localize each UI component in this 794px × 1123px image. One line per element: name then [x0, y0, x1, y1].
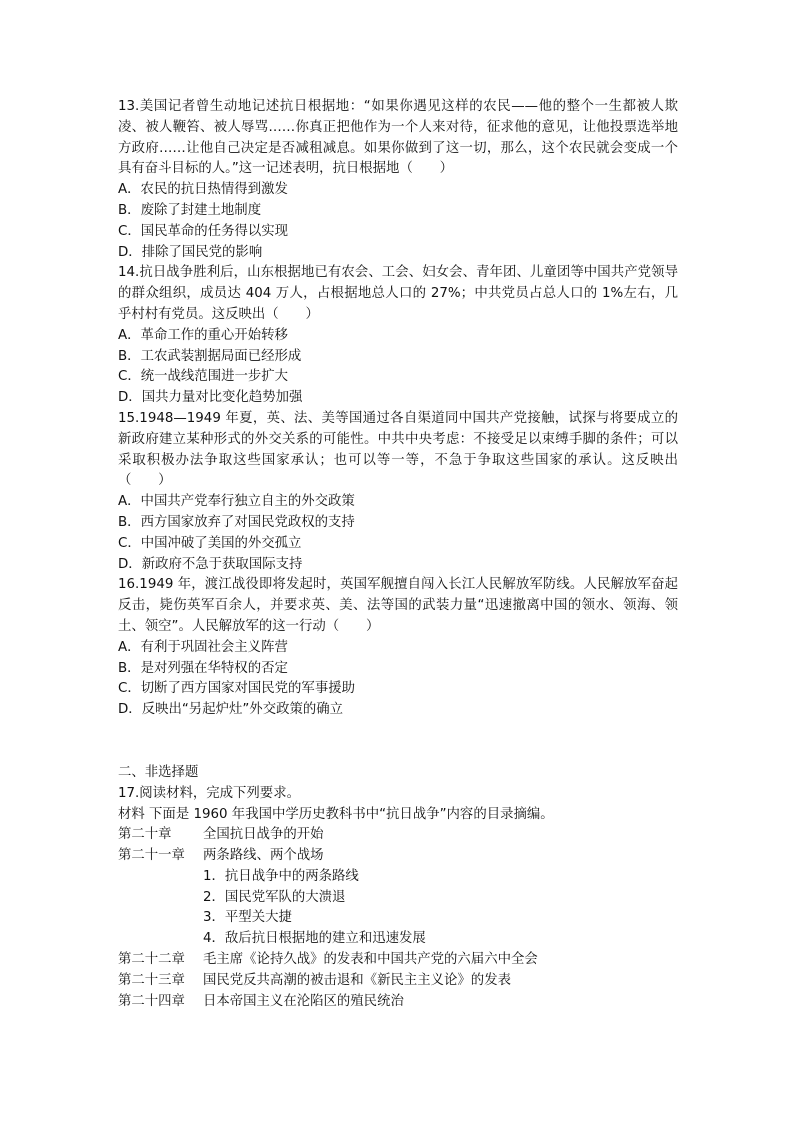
toc-row — [118, 992, 678, 1013]
option-a: A．有利于巩固社会主义阵营 — [118, 639, 288, 655]
option-d: D．新政府不急于获取国际支持 — [118, 556, 303, 572]
toc-row — [118, 971, 678, 992]
toc-chapter: 第二十二章 — [118, 952, 185, 968]
section-non-choice — [118, 763, 678, 1013]
toc-row — [118, 846, 678, 867]
option-d: D．排除了国民党的影响 — [118, 244, 263, 260]
toc-list — [118, 825, 678, 1012]
option-b: B．工农武装割据局面已经形成 — [118, 348, 302, 364]
toc-chapter: 第二十章 — [118, 827, 172, 843]
material-line: 材料 下面是 1960 年我国中学历史教科书中“抗日战争”内容的目录摘编。 — [118, 806, 554, 822]
toc-title: 两条路线、两个战场 — [203, 848, 324, 864]
section-spacer — [118, 721, 678, 763]
toc-subitem: 4．敌后抗日根据地的建立和迅速发展 — [203, 931, 426, 947]
option-b: B．废除了封建土地制度 — [118, 202, 262, 218]
option-a: A．农民的抗日热情得到激发 — [118, 182, 288, 198]
question-stem: 16.1949 年，渡江战役即将发起时，英国军舰擅自闯入长江人民解放军防线。人民解放军奋起反击，毙伤英军百余人，并要求英、美、法等国的武装力量“迅速撤离中国的领水、领海、领土、领空”。人民解放军的这一行动（ ） — [118, 577, 678, 634]
question-17-intro: 17.阅读材料，完成下列要求。 — [118, 785, 300, 801]
option-c: C．统一战线范围进一步扩大 — [118, 369, 289, 385]
question-15 — [118, 409, 678, 575]
option-d: D．反映出“另起炉灶”外交政策的确立 — [118, 702, 344, 718]
option-a: A．革命工作的重心开始转移 — [118, 327, 288, 343]
question-14 — [118, 263, 678, 409]
toc-chapter: 第二十一章 — [118, 848, 185, 864]
question-16 — [118, 575, 678, 721]
toc-subitem: 3．平型关大捷 — [203, 910, 292, 926]
toc-title: 日本帝国主义在沦陷区的殖民统治 — [203, 993, 404, 1009]
option-c: C．切断了西方国家对国民党的军事援助 — [118, 681, 355, 697]
question-stem: 14.抗日战争胜利后，山东根据地已有农会、工会、妇女会、青年团、儿童团等中国共产党领导的群众组织，成员达 404 万人，占根据地总人口的 27%；中共党员占总人口的 1%左右，几乎村村有党员。这反映出（ ） — [118, 265, 678, 322]
question-13 — [118, 97, 678, 263]
toc-subitem: 2．国民党军队的大溃退 — [203, 889, 346, 905]
question-stem: 15.1948—1949 年夏，英、法、美等国通过各自渠道同中国共产党接触，试探与将要成立的新政府建立某种形式的外交关系的可能性。中共中央考虑：不接受足以束缚手脚的条件；可以采取积极办法争取这些国家承认；也可以等一等，不急于争取这些国家的承认。这反映出（ ） — [118, 410, 678, 489]
toc-title: 全国抗日战争的开始 — [203, 827, 324, 843]
toc-subitem: 1．抗日战争中的两条路线 — [203, 868, 359, 884]
option-d: D．国共力量对比变化趋势加强 — [118, 390, 303, 406]
option-a: A．中国共产党奉行独立自主的外交政策 — [118, 494, 355, 510]
option-b: B．是对列强在华特权的否定 — [118, 660, 288, 676]
option-c: C．国民革命的任务得以实现 — [118, 223, 289, 239]
option-c: C．中国冲破了美国的外交孤立 — [118, 535, 302, 551]
section-title: 二、非选择题 — [118, 764, 199, 780]
toc-chapter: 第二十三章 — [118, 972, 185, 988]
document-page — [118, 97, 678, 1012]
option-b: B．西方国家放弃了对国民党政权的支持 — [118, 514, 355, 530]
question-stem: 13.美国记者曾生动地记述抗日根据地：“如果你遇见这样的农民——他的整个一生都被人欺凌、被人鞭笞、被人辱骂……你真正把他作为一个人来对待，征求他的意见，让他投票选举地方政府……让他自己决定是否减租减息。如果你做到了这一切，那么，这个农民就会变成一个具有奋斗目标的人。”这一记述表明，抗日根据地（ ） — [118, 99, 678, 177]
toc-title: 毛主席《论持久战》的发表和中国共产党的六届六中全会 — [203, 952, 538, 968]
toc-title: 国民党反共高潮的被击退和《新民主主义论》的发表 — [203, 972, 511, 988]
toc-row — [118, 825, 678, 846]
toc-chapter: 第二十四章 — [118, 993, 185, 1009]
toc-row — [118, 950, 678, 971]
